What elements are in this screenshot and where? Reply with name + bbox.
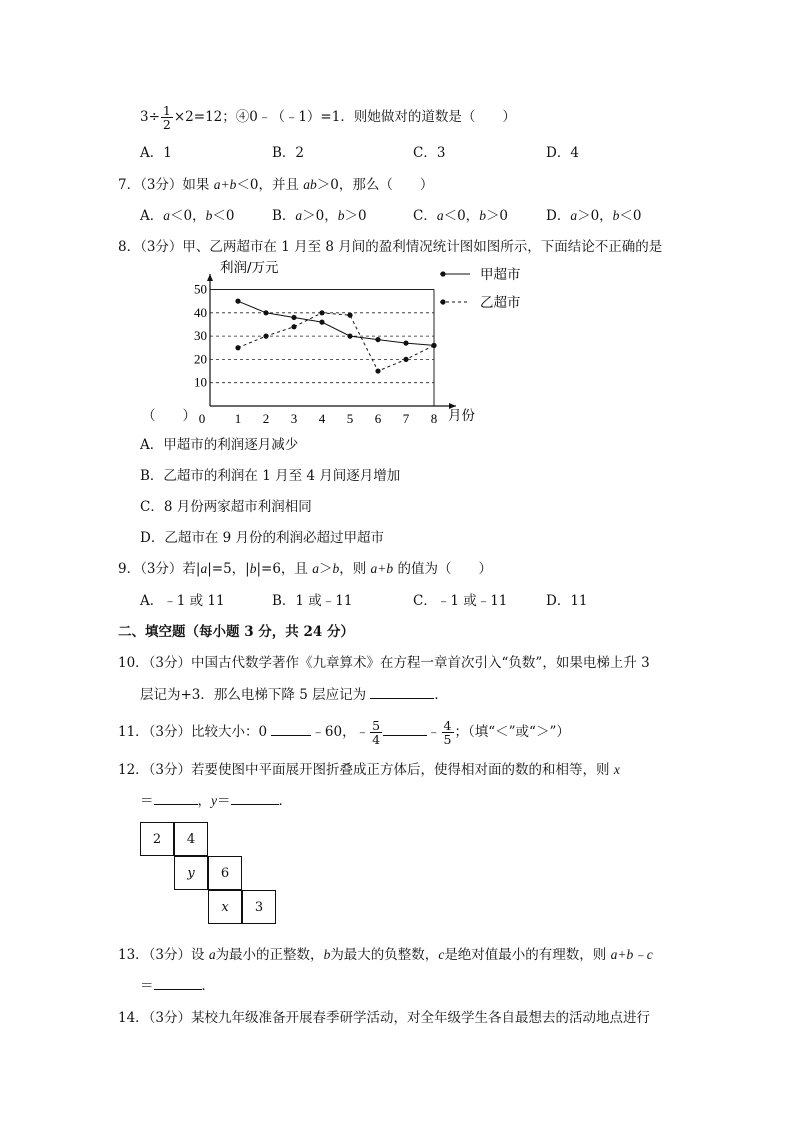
q10-text: 层记为+3．那么电梯下降 5 层应记为 — [140, 687, 371, 703]
net-cell: y — [174, 856, 208, 890]
q13-text-end: ． — [201, 978, 215, 994]
q8-option-c: C．8 月份两家超市利润相同 — [140, 499, 312, 515]
q8-option-a: A．甲超市的利润逐月减少 — [140, 437, 299, 453]
q12-blank-y[interactable] — [231, 790, 279, 805]
q7-opt-text: ＞0， — [302, 208, 338, 224]
q14-line1: 14．（3分）某校九年级准备开展春季研学活动，对全年级学生各自最想去的活动地点进行 — [118, 1010, 651, 1026]
q11-text: ﹣ — [427, 724, 441, 740]
q7-opt-text: ＜0 — [212, 208, 235, 224]
x-tick-label: 8 — [430, 411, 438, 426]
q11-frac1-den: 4 — [372, 732, 381, 747]
series-1-point — [263, 310, 268, 315]
q11-blank-1[interactable] — [271, 721, 311, 736]
y-tick-label: 10 — [194, 374, 207, 390]
q11-fraction-2 — [442, 719, 454, 746]
q9-option-d: D．11 — [546, 593, 588, 609]
y-tick-label: 50 — [194, 281, 207, 297]
q12-blank-x[interactable] — [154, 790, 198, 805]
q7-option-d — [546, 206, 642, 226]
q7-stem-a: 7．（3分）如果 — [118, 177, 214, 193]
x-tick-label: 5 — [346, 411, 354, 426]
q9-text: ＞ — [318, 561, 333, 577]
q7-opt-label: D． — [546, 208, 571, 224]
q9-text: 的值为（ ） — [393, 561, 492, 577]
legend-marker-1 — [440, 271, 445, 276]
q6-option-b: B．2 — [272, 145, 305, 161]
q12-line2 — [140, 790, 292, 811]
y-axis-arrow — [207, 274, 213, 281]
q13-blank[interactable] — [154, 975, 202, 990]
series-2-point — [263, 334, 268, 339]
x-tick-label: 6 — [374, 411, 382, 426]
q11-frac2-num: 4 — [443, 718, 452, 733]
q8-stem: 8．（3分）甲、乙两超市在 1 月至 8 月间的盈利情况统计图如图所示，下面结论不正确的是 — [118, 239, 663, 255]
q11-line — [118, 719, 570, 746]
series-1-point — [235, 299, 240, 304]
q10-line1: 10．（3分）中国古代数学著作《九章算术》在方程一章首次引入“负数”，如果电梯上升 3 — [118, 655, 650, 671]
q7-opt-text: ＜0 — [619, 208, 642, 224]
q11-text-end: ；（填“＜”或“＞”） — [454, 724, 570, 740]
series-2-point — [431, 343, 436, 348]
q13-text: 为最小的正整数， — [215, 947, 324, 963]
net-cell: x — [208, 890, 242, 924]
q9-text: |=6，且 — [256, 561, 313, 577]
q10-text-end: ． — [434, 687, 448, 703]
profit-line-chart — [140, 256, 560, 426]
q13-text: 是绝对值最小的有理数，则 — [444, 947, 611, 963]
q7-cond1: a+b — [213, 177, 237, 192]
series-1-point — [291, 315, 296, 320]
q7-stem — [118, 175, 433, 195]
q6-expr-suffix: ×2=12；④0﹣（﹣1）=1．则她做对的道数是（ ） — [173, 109, 516, 125]
x-tick-label: 4 — [318, 411, 326, 426]
q7-opt-text: ＞0 — [344, 208, 367, 224]
net-cell: 6 — [208, 856, 242, 890]
q12-line1 — [118, 760, 620, 780]
q7-opt-var: b — [479, 208, 486, 223]
q11-frac1-num: 5 — [372, 718, 381, 733]
q13-var: a — [208, 947, 216, 962]
q9-option-a: A．﹣1 或 11 — [140, 593, 225, 609]
q12-var-x: x — [613, 762, 620, 777]
q10-answer-blank[interactable] — [370, 684, 434, 699]
q7-opt-label: A． — [140, 208, 164, 224]
q8-option-b: B．乙超市的利润在 1 月至 4 月间逐月增加 — [140, 468, 401, 484]
q7-opt-text: ＞0 — [485, 208, 509, 224]
q7-cond2: ab — [303, 177, 317, 192]
q11-fraction-1 — [370, 719, 382, 746]
y-tick-label: 40 — [194, 304, 207, 320]
series-1-point — [375, 337, 380, 342]
q7-opt-text: ＞0， — [577, 208, 613, 224]
net-cell: 2 — [140, 822, 174, 856]
q13-line2 — [140, 975, 215, 996]
q12-var-y: y — [211, 793, 217, 808]
q8-option-d: D．乙超市在 9 月份的利润必超过甲超市 — [140, 530, 384, 546]
q6-option-d: D．4 — [546, 145, 579, 161]
series-2-point — [319, 310, 324, 315]
q7-opt-text: ＜0， — [443, 208, 480, 224]
q7-opt-text: ＜0， — [170, 208, 206, 224]
q13-text: ＝ — [140, 978, 154, 994]
q7-opt-var: a — [295, 208, 303, 223]
series-1-point — [403, 340, 408, 345]
series-line-1 — [238, 301, 434, 345]
q12-text: ， — [197, 793, 211, 809]
q12-text: 12．（3分）若要使图中平面展开图折叠成正方体后，使得相对面的数的和相等，则 — [118, 762, 614, 778]
q9-var: b — [249, 561, 257, 576]
q9-text: ，则 — [339, 561, 371, 577]
series-2-point — [375, 368, 380, 373]
series-2-point — [403, 357, 408, 362]
legend-label: 甲超市 — [480, 267, 521, 283]
q13-expr: a+b﹣c — [610, 947, 653, 962]
q9-var: a — [200, 561, 208, 576]
q13-text: 为最大的负整数， — [330, 947, 439, 963]
q11-blank-2[interactable] — [383, 721, 427, 736]
q13-line1 — [118, 945, 653, 965]
q6-expr-prefix: 3÷ — [140, 109, 160, 125]
q9-var: b — [332, 561, 340, 576]
x-tick-label: 0 — [198, 411, 206, 426]
section-heading: 二、填空题（每小题 3 分，共 24 分） — [118, 624, 354, 640]
q9-text: |=5，| — [207, 561, 250, 577]
q6-option-c: C．3 — [413, 145, 446, 161]
q12-text: ＝ — [140, 793, 154, 809]
q6-fraction — [161, 104, 173, 131]
q7-stem-c: ＞0，那么（ ） — [316, 177, 434, 193]
series-2-point — [235, 345, 240, 350]
y-tick-label: 30 — [194, 328, 207, 344]
q6-frac-den: 2 — [162, 117, 171, 132]
q6-frac-num: 1 — [162, 103, 171, 118]
net-cell: 4 — [174, 822, 208, 856]
x-tick-label: 1 — [234, 411, 242, 426]
q13-text: 13．（3分）设 — [118, 947, 209, 963]
x-axis-label: 月份 — [448, 408, 475, 424]
q9-var: a+b — [370, 561, 394, 576]
q7-opt-label: C． — [413, 208, 437, 224]
q7-stem-b: ＜0，并且 — [236, 177, 304, 193]
q7-opt-var: b — [205, 208, 213, 223]
q7-opt-var: a — [436, 208, 444, 223]
series-2-point — [347, 313, 352, 318]
series-2-point — [291, 324, 296, 329]
x-tick-label: 2 — [262, 411, 270, 426]
series-1-point — [347, 334, 352, 339]
q9-text: 9．（3分）若| — [118, 561, 201, 577]
q6-line — [140, 104, 516, 131]
q9-stem — [118, 559, 492, 579]
q7-opt-var: b — [612, 208, 620, 223]
q11-text: ﹣60，﹣ — [311, 724, 370, 740]
series-1-point — [319, 320, 324, 325]
legend-marker-2 — [440, 299, 445, 304]
q8-paren: （ ） — [142, 408, 196, 424]
q7-option-c — [413, 206, 508, 226]
q9-option-b: B．1 或﹣11 — [272, 593, 353, 609]
y-tick-label: 20 — [194, 351, 207, 367]
q7-opt-label: B． — [272, 208, 296, 224]
q11-frac2-den: 5 — [443, 732, 452, 747]
q10-line2 — [140, 684, 448, 705]
q12-text: ＝ — [217, 793, 231, 809]
q7-opt-var: b — [337, 208, 345, 223]
q9-option-c: C．﹣1 或﹣11 — [413, 593, 508, 609]
q13-var: b — [323, 947, 331, 962]
q7-opt-var: a — [163, 208, 170, 223]
y-axis-label: 利润/万元 — [220, 260, 279, 276]
q7-option-b — [272, 206, 367, 226]
q9-var: a — [312, 561, 319, 576]
q13-var: c — [438, 947, 445, 962]
legend-label: 乙超市 — [480, 295, 521, 311]
q12-text-end: ． — [278, 793, 292, 809]
q11-text: 11．（3分）比较大小：0 — [118, 724, 272, 740]
q7-opt-var: a — [570, 208, 578, 223]
q7-option-a — [140, 206, 234, 226]
x-tick-label: 3 — [290, 411, 298, 426]
net-cell: 3 — [242, 890, 276, 924]
q6-option-a: A．1 — [140, 145, 172, 161]
x-tick-label: 7 — [402, 411, 410, 426]
